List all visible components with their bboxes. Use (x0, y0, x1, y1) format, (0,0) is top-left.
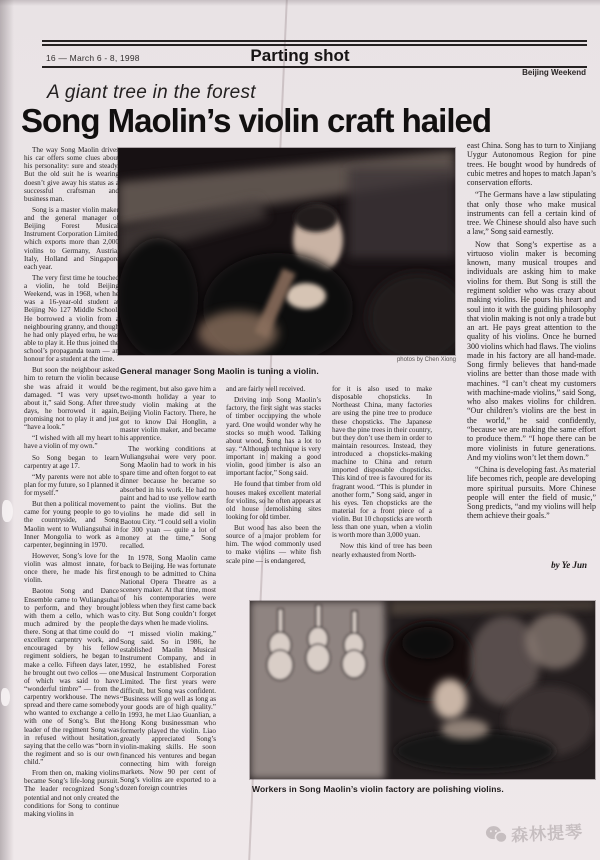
paragraph: “China is developing fast. As material life becomes rich, people are developing more spiritual pursuits. More Chinese people will enter the field of music,” Song predicts, “and my violins will help them achieve their goals.” (467, 465, 596, 521)
paragraph: The working conditions at Wuliangsuhai were very poor. Song Maolin had to work in his spare time and often forgot to eat dinner because he became so absorbed in his work. He had no paint and had to use yellow earth to paint the violins. But the violins he made did sell in Baotou City. “I could sell a violin for 300 yuan — quite a lot of money at the time,” Song recalled. (120, 444, 216, 551)
masthead-rule-top-1 (42, 40, 587, 42)
paragraph: But wood has also been the source of a major problem for him. The wood commonly used to make violins — white fish scale pine — is endangered, (226, 524, 321, 565)
paragraph: Driving into Song Maolin’s factory, the first sight was stacks of timber occupying the whole yard. One would wonder why he stocks so much wood. Talking about wood, Song has a lot to say. “Although technique is very important in making a good violin, good timber is also an important factor,” Song said. (226, 396, 321, 478)
section-title: Parting shot (250, 46, 350, 65)
paragraph: He found that timber from old houses makes excellent material for violins, so he often appears at old house demolishing sites looking for old timber. (226, 480, 321, 521)
paragraph: for it is also used to make disposable chopsticks. In Northeast China, many factories are using the pine tree to produce these chopsticks. The Japanese have the pine trees in their country, but they don’t use them in order to maintain resources. Instead, they introduced a chopsticks-making machine to China and return imported disposable chopsticks. This kind of tree is favoured for its fragrant wood. “This is plunder in another form,” Song said, anger in his eyes. Ten chopsticks are the material for a front piece of a violin. But 10 chopsticks are worth less than one yuan, when a violin is worth more than 3,000 yuan. (332, 385, 432, 540)
article-column-5 (467, 141, 596, 556)
paragraph: Baotou Song and Dance Ensemble came to Wuliangsuhai to perform, and they brought with them a cello, which was much admired by the people there. Song at that time could do excellent carpentry work, and encouraged by his fellow regiment soldiers, he began to make a cello. Fifteen days later, he brought out two cellos — one of which was said to have “wonderful timbre” — from the carpentry workhouse. The news spread and there came somebody who wanted to exchange a cello with one of Song’s. But the leader of the regiment Song was in refused without hesitation, saying that the cello was “born in the regiment and so is our own child.” (24, 587, 119, 766)
watermark (485, 817, 583, 847)
paragraph: The very first time he touched a violin, he told Beijing Weekend, was in 1968, when he was a 16-year-old student at Beijing No 127 Middle School. He borrowed a violin from a neighbouring granny, and though he had only played erhu, he was able to play it. He thus joined the school’s propaganda team — an honour for a student at the time. (24, 273, 119, 364)
paragraph: the regiment, but also gave him a two-month holiday a year to study violin making at the Beijing Violin Factory. There, he got to know Dai Honglin, a master violin maker, and became his apprentice. (120, 385, 216, 442)
paragraph: From then on, making violins became Song’s life-long pursuit. The leader recognized Song’s potential and not only created the conditions for Song to continue making violins in (24, 769, 119, 818)
paragraph: “I missed violin making,” Song said. So in 1986, he established Maolin Musical Instrument Company, and in 1992, he established Forest Musical Instrument Corporation Limited. The first years were difficult, but Song was confident. “Business will go well as long as your goods are of high quality.” In 1993, he met Liao Guanlian, a Hong Kong businessman who formerly played the violin. Liao greatly appreciated Song’s violin-making skills. He soon financed his ventures and began connecting him with foreign markets. Now 90 per cent of Song’s violins are exported to a dozen foreign countries (120, 629, 216, 792)
scan-speck (1, 688, 10, 706)
paragraph: “My parents were not able to plan for my future, so I planned it for myself.” (24, 472, 119, 497)
paper-name: Beijing Weekend (522, 68, 586, 77)
paragraph: In 1978, Song Maolin came back to Beijing. He was fortunate enough to be admitted to China National Opera Theatre as a scenery maker. At that time, most of his contemporaries were jobless when they first came back to city. But Song couldn’t forget the days when he made violins. (120, 553, 216, 627)
photo-workers-polishing-violins (250, 601, 595, 779)
article-column-1 (24, 146, 119, 826)
photo-credit: photos by Chen Xiong (396, 357, 456, 363)
article-column-3 (226, 385, 321, 597)
paragraph: However, Song’s love for the violin was almost innate, for once there, he made his first violin. (24, 551, 119, 585)
paragraph: “The Germans have a law stipulating that only those who make musical instruments can fell a certain kind of tree. We Chinese should also have such a law,” Song said earnestly. (467, 190, 596, 237)
byline: by Ye Jun (551, 560, 587, 570)
paragraph: Song is a master violin maker and the general manager of Beijing Forest Musical Instrument Corporation Limited, which exports more than 2,000 violins to Germany, Austria, Italy, Holland and Singapore each year. (24, 205, 119, 271)
scan-speck (2, 500, 13, 522)
paragraph: Now this kind of tree has been nearly exhausted from North- (332, 542, 432, 559)
photo-art (118, 148, 455, 355)
paragraph: and are fairly well received. (226, 385, 306, 393)
headline: Song Maolin’s violin craft hailed (21, 102, 492, 139)
paragraph: So Song began to learn carpentry at age 17. (24, 453, 119, 470)
watermark-label: 森林提琴 (510, 822, 584, 847)
article-column-2 (120, 385, 216, 793)
wechat-icon (486, 825, 508, 844)
article-column-4 (332, 385, 432, 598)
page-number-date: 16 — March 6 - 8, 1998 (46, 53, 140, 63)
paragraph: “I wished with all my heart to have a violin of my own.” (24, 434, 119, 451)
kicker: A giant tree in the forest (47, 82, 256, 103)
paragraph: Now that Song’s expertise as a virtuoso violin maker is becoming known, many musical troupes and individuals are asking him to make violins for them. But Song is still the regiment soldier who was crazy about making violins. He pours his heart and soul into it with the guiding philosophy that violin making is not only a trade but an art. He pays great attention to the quality of his violins. Once he burned 300 violins which had flaws. The violins made in his factory are all hand-made. Song firmly believes that hand-made violins are better than those made with machines. “I can’t cheat my customers with machine-made violins,” said Song, who also makes violins for children. “Our children’s violins are the best in the world,” he said confidently, “because we are making the same effort to produce them.” “I hope there can be more violinists in future generations. And my violins won’t let them down.” (467, 239, 596, 462)
photo-main-caption: General manager Song Maolin is tuning a violin. (120, 366, 319, 376)
masthead-rule-bottom (42, 66, 587, 68)
photo-bottom-caption: Workers in Song Maolin’s violin factory are polishing violins. (252, 784, 504, 794)
paragraph: east China. Song has to turn to Xinjiang Uygur Autonomous Region for pine trees. He bought wood by hundreds of cubic metres and hopes to match Japan’s conservation efforts. (467, 141, 596, 188)
photo-song-maolin-tuning-violin (118, 148, 455, 355)
paragraph: But soon the neighbour asked him to return the violin because she was afraid it would be damaged. “I was very upset about it,” said Song. After three days, he borrowed it again, promising not to play it and just “have a look.” (24, 366, 119, 432)
paragraph: The way Song Maolin drives his car offers some clues about his personality: sure and steady. But the old suit he is wearing doesn’t give away his status as a successful craftsman and business man. (24, 146, 119, 203)
photo-art (250, 601, 595, 779)
paragraph: But then a political movement came for young people to go to the countryside, and Song Maolin went to Wuliangsuhai in Inner Mongolia to work as a carpenter, beginning in 1970. (24, 500, 119, 549)
